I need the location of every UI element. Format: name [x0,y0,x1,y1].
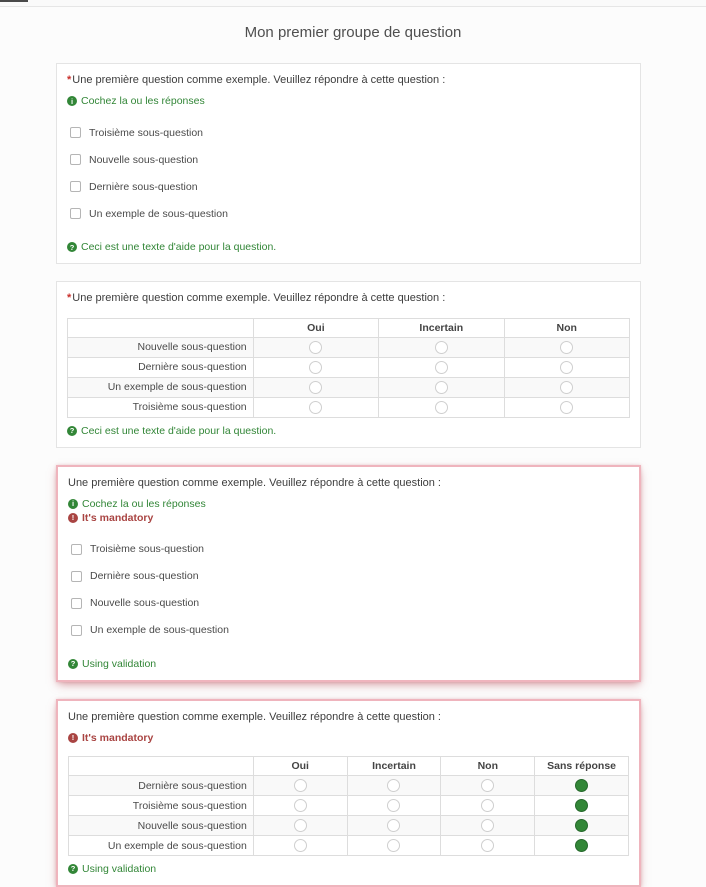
checkbox-label: Dernière sous-question [90,570,199,583]
matrix-row [69,816,629,836]
radio-non[interactable] [560,341,573,354]
row-label: Un exemple de sous-question [68,377,254,397]
question-text [67,291,630,305]
radio-incertain[interactable] [387,799,400,812]
matrix-cell [441,796,535,816]
help-text: Ceci est une texte d'aide pour la question. [81,424,277,437]
checkbox[interactable] [71,571,82,582]
matrix-header-row [69,757,629,776]
checkbox-group [68,543,629,637]
radio-incertain[interactable] [435,361,448,374]
question-tip [67,95,630,107]
matrix-cell [379,397,504,417]
row-label: Dernière sous-question [68,357,254,377]
checkbox-label: Un exemple de sous-question [90,624,229,637]
matrix-cell [535,796,629,816]
radio-sans-réponse[interactable] [575,839,588,852]
question-text-label: Une première question comme exemple. Veuillez répondre à cette question : [72,74,446,86]
question-help [67,241,630,253]
checkbox-option[interactable] [67,180,630,193]
radio-oui[interactable] [294,799,307,812]
question-list [56,63,641,887]
question-text-label: Une première question comme exemple. Veuillez répondre à cette question : [68,476,441,489]
radio-incertain[interactable] [387,839,400,852]
checkbox-option[interactable] [68,597,629,610]
checkbox-label: Nouvelle sous-question [89,153,199,166]
matrix-row [69,836,629,856]
column-header: Oui [253,757,347,776]
row-label: Un exemple de sous-question [69,836,254,856]
matrix-row [69,776,629,796]
question-block [56,699,641,887]
row-label: Nouvelle sous-question [69,816,254,836]
top-navbar [0,0,706,7]
row-label: Troisième sous-question [69,796,254,816]
matrix-row [68,377,630,397]
answer-matrix [67,318,630,418]
checkbox[interactable] [71,544,82,555]
mandatory-circle-icon: ! [68,513,78,523]
radio-incertain[interactable] [435,401,448,414]
answer-matrix [68,756,629,856]
column-header: Sans réponse [535,757,629,776]
question-block [56,281,641,447]
matrix-cell [253,337,378,357]
matrix-cell [441,836,535,856]
row-label: Troisième sous-question [68,397,254,417]
question-block [56,63,641,264]
checkbox[interactable] [70,208,81,219]
question-text [67,73,630,87]
checkbox-option[interactable] [67,126,630,139]
required-asterisk: * [67,74,72,86]
matrix-cell [535,836,629,856]
radio-oui[interactable] [294,779,307,792]
radio-non[interactable] [481,819,494,832]
matrix-row [68,397,630,417]
radio-non[interactable] [560,361,573,374]
radio-oui[interactable] [309,401,322,414]
checkbox-label: Troisième sous-question [89,126,203,139]
checkbox-label: Troisième sous-question [90,543,204,556]
radio-non[interactable] [560,401,573,414]
question-tip [68,512,629,524]
help-circle-icon: ? [67,242,77,252]
matrix-cell [253,776,347,796]
question-block [56,465,641,682]
radio-oui[interactable] [294,819,307,832]
row-label: Nouvelle sous-question [68,337,254,357]
help-text: Using validation [82,863,157,876]
navbar-toggle-tick [0,0,28,2]
column-header: Incertain [379,318,504,337]
matrix-cell [441,776,535,796]
radio-oui[interactable] [309,381,322,394]
page-title: Mon premier groupe de question [244,24,462,41]
question-text-label: Une première question comme exemple. Veuillez répondre à cette question : [68,710,441,723]
matrix-header-row [68,318,630,337]
matrix-cell [379,337,504,357]
column-header: Incertain [347,757,441,776]
matrix-corner-cell [68,318,254,337]
matrix-cell [379,357,504,377]
help-text: Using validation [82,657,157,670]
matrix-cell [535,816,629,836]
checkbox-label: Un exemple de sous-question [89,207,228,220]
radio-sans-réponse[interactable] [575,819,588,832]
matrix-cell [347,836,441,856]
help-text: Ceci est une texte d'aide pour la question. [81,241,277,254]
matrix-cell [253,397,378,417]
radio-oui[interactable] [309,361,322,374]
row-label: Dernière sous-question [69,776,254,796]
mandatory-circle-icon: ! [68,733,78,743]
tip-text: It's mandatory [82,511,154,524]
radio-incertain[interactable] [435,381,448,394]
radio-incertain[interactable] [387,779,400,792]
help-circle-icon: ? [67,426,77,436]
checkbox-label: Dernière sous-question [89,180,198,193]
matrix-cell [504,377,629,397]
matrix-cell [253,357,378,377]
matrix-cell [504,357,629,377]
tip-text: It's mandatory [82,732,154,745]
checkbox[interactable] [71,598,82,609]
info-circle-icon: i [67,96,77,106]
matrix-cell [441,816,535,836]
radio-non[interactable] [560,381,573,394]
required-asterisk: * [67,292,72,305]
checkbox-option[interactable] [68,543,629,556]
question-text-label: Une première question comme exemple. Veuillez répondre à cette question : [72,292,446,305]
matrix-cell [504,337,629,357]
matrix-cell [253,836,347,856]
matrix-row [69,796,629,816]
checkbox-option[interactable] [67,153,630,166]
checkbox[interactable] [70,181,81,192]
matrix-cell [504,397,629,417]
checkbox[interactable] [70,154,81,165]
question-text [68,476,629,490]
matrix-row [68,337,630,357]
radio-incertain[interactable] [387,819,400,832]
radio-non[interactable] [481,839,494,852]
matrix-cell [347,816,441,836]
radio-oui[interactable] [309,341,322,354]
question-help [68,658,629,670]
radio-non[interactable] [481,799,494,812]
info-circle-icon: i [68,499,78,509]
question-tip [68,498,629,510]
help-circle-icon: ? [68,659,78,669]
checkbox-group [67,126,630,220]
matrix-cell [253,377,378,397]
column-header: Non [441,757,535,776]
tip-text: Cochez la ou les réponses [82,497,206,510]
checkbox-label: Nouvelle sous-question [90,597,200,610]
matrix-cell [253,816,347,836]
column-header: Non [504,318,629,337]
help-circle-icon: ? [68,864,78,874]
checkbox[interactable] [71,625,82,636]
matrix-cell [347,796,441,816]
tip-text: Cochez la ou les réponses [81,95,205,108]
matrix-cell [535,776,629,796]
column-header: Oui [253,318,378,337]
checkbox-option[interactable] [68,570,629,583]
question-help [67,425,630,437]
question-tip [68,732,629,744]
radio-non[interactable] [481,779,494,792]
checkbox[interactable] [70,127,81,138]
matrix-cell [347,776,441,796]
radio-sans-réponse[interactable] [575,779,588,792]
checkbox-option[interactable] [68,624,629,637]
radio-incertain[interactable] [435,341,448,354]
matrix-cell [253,796,347,816]
matrix-cell [379,377,504,397]
question-help [68,863,629,875]
matrix-row [68,357,630,377]
matrix-corner-cell [69,757,254,776]
radio-oui[interactable] [294,839,307,852]
question-text [68,710,629,724]
radio-sans-réponse[interactable] [575,799,588,812]
checkbox-option[interactable] [67,207,630,220]
